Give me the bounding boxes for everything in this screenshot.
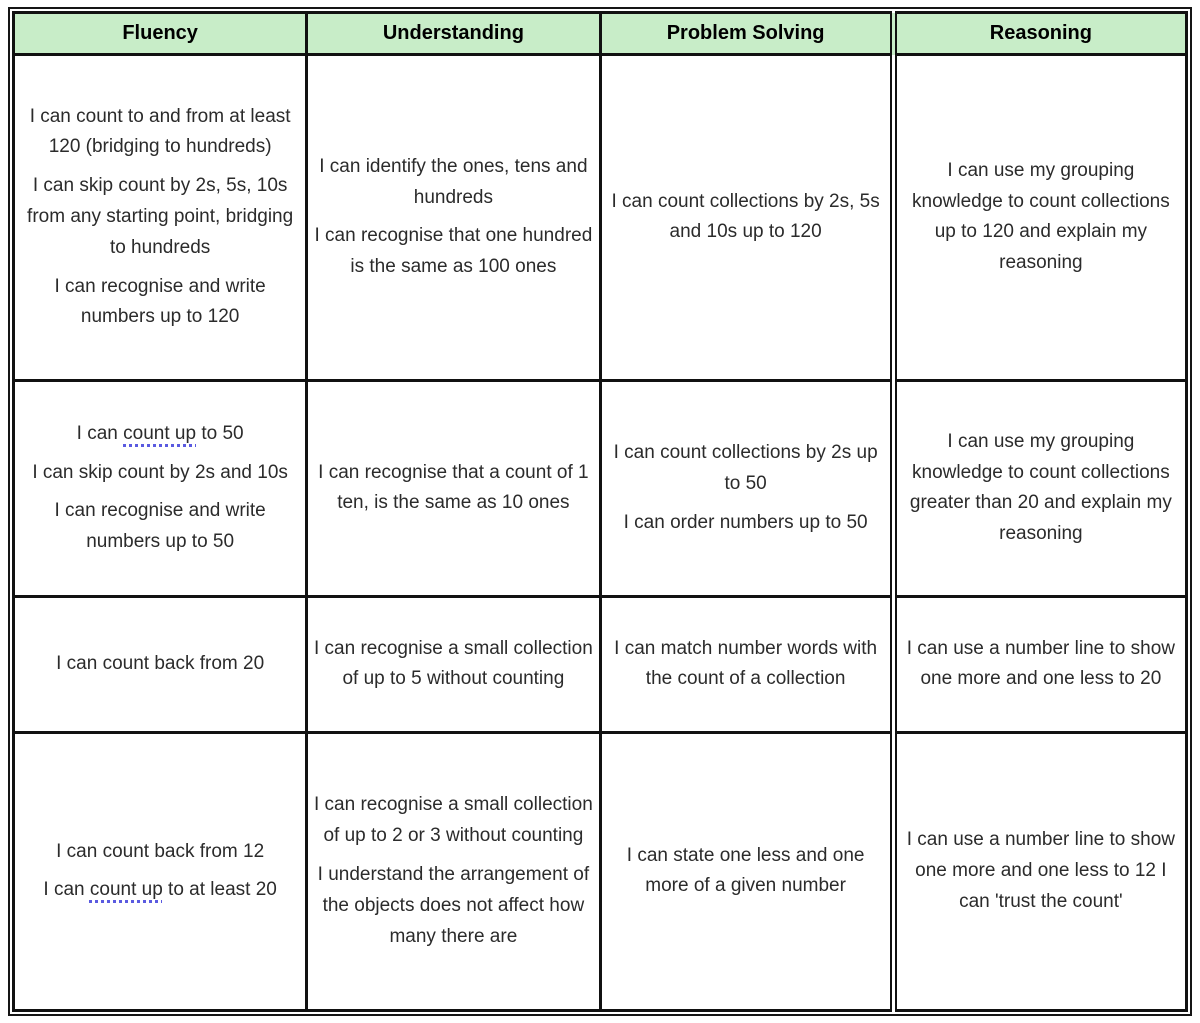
goal-cell-fluency bbox=[14, 597, 307, 733]
goal-text: I can count up to at least 20 bbox=[43, 879, 277, 901]
goal-cell-fluency bbox=[14, 732, 307, 1010]
goal-text: I can count collections by 2s, 5s and 10s up to 120 bbox=[611, 190, 880, 243]
goal-text: I can order numbers up to 50 bbox=[623, 511, 868, 533]
grammar-check-underline: count up bbox=[89, 879, 163, 901]
goal-text: I can recognise that a count of 1 ten, is the same as 10 ones bbox=[318, 461, 589, 514]
goal-text: I can use a number line to show one more and one less to 20 bbox=[906, 637, 1175, 690]
goal-cell-fluency bbox=[14, 55, 307, 381]
goal-text: I can count collections by 2s up to 50 bbox=[613, 442, 878, 495]
goal-cell-understanding bbox=[307, 380, 600, 596]
goal-cell-reasoning bbox=[893, 597, 1186, 733]
goal-cell-understanding bbox=[307, 732, 600, 1010]
goal-text: I understand the arrangement of the objects does not affect how many there are bbox=[317, 864, 590, 947]
goal-text: I can recognise and write numbers up to 120 bbox=[54, 275, 266, 328]
learning-goals-table bbox=[12, 11, 1188, 1012]
table-body bbox=[14, 55, 1187, 1011]
goal-text: I can recognise that one hundred is the same as 100 ones bbox=[314, 225, 593, 278]
table-row bbox=[14, 380, 1187, 596]
table-row bbox=[14, 597, 1187, 733]
goal-text: I can skip count by 2s and 10s bbox=[32, 461, 288, 483]
goal-text: I can count back from 20 bbox=[56, 653, 265, 675]
goal-cell-problem-solving bbox=[600, 55, 893, 381]
goal-text: I can use a number line to show one more and one less to 12 I can 'trust the count' bbox=[906, 829, 1175, 912]
goal-text: I can recognise a small collection of up to 2 or 3 without counting bbox=[313, 794, 593, 847]
column-header-fluency: Fluency bbox=[14, 13, 307, 55]
goal-cell-reasoning bbox=[893, 55, 1186, 381]
table-row bbox=[14, 55, 1187, 381]
goal-text: I can use my grouping knowledge to count collections up to 120 and explain my reasoning bbox=[912, 159, 1170, 274]
goal-text: I can state one less and one more of a given number bbox=[626, 844, 865, 897]
table-row bbox=[14, 732, 1187, 1010]
goal-cell-problem-solving bbox=[600, 380, 893, 596]
column-header-problem-solving: Problem Solving bbox=[600, 13, 893, 55]
goal-text: I can identify the ones, tens and hundreds bbox=[319, 155, 588, 208]
goal-text: I can recognise a small collection of up to 5 without counting bbox=[313, 637, 593, 690]
goal-cell-problem-solving bbox=[600, 597, 893, 733]
column-header-understanding: Understanding bbox=[307, 13, 600, 55]
column-header-reasoning: Reasoning bbox=[893, 13, 1186, 55]
goal-cell-problem-solving bbox=[600, 732, 893, 1010]
goal-text: I can count back from 12 bbox=[56, 840, 265, 862]
goal-text: I can count to and from at least 120 (bridging to hundreds) bbox=[29, 105, 291, 158]
learning-goals-table-border bbox=[8, 7, 1192, 1016]
goal-text: I can recognise and write numbers up to 50 bbox=[54, 500, 266, 553]
goal-text: I can count up to 50 bbox=[76, 422, 244, 444]
goal-cell-fluency bbox=[14, 380, 307, 596]
goal-cell-reasoning bbox=[893, 732, 1186, 1010]
table-header-row bbox=[14, 13, 1187, 55]
goal-cell-understanding bbox=[307, 55, 600, 381]
goal-cell-understanding bbox=[307, 597, 600, 733]
goal-text: I can match number words with the count of a collection bbox=[614, 637, 878, 690]
goal-cell-reasoning bbox=[893, 380, 1186, 596]
grammar-check-underline: count up bbox=[123, 422, 197, 444]
goal-text: I can use my grouping knowledge to count collections greater than 20 and explain my reasoning bbox=[909, 430, 1172, 545]
goal-text: I can skip count by 2s, 5s, 10s from any starting point, bridging to hundreds bbox=[27, 175, 294, 258]
